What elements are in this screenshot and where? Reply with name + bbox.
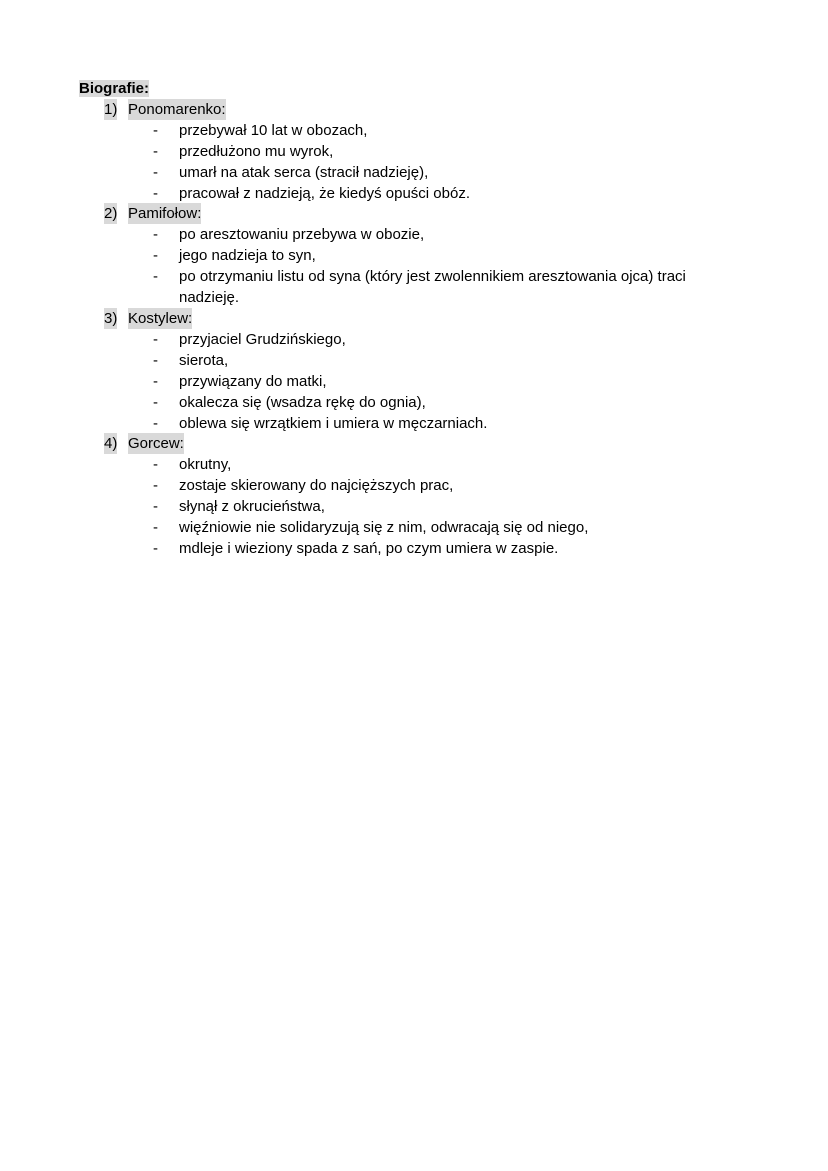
- list-item: [0, 266, 699, 308]
- list-item-text: słynął z okrucieństwa,: [179, 498, 325, 515]
- bullet-dash: -: [153, 477, 158, 494]
- bullet-dash: -: [153, 226, 158, 243]
- list-item: [0, 496, 699, 517]
- list-item-text: przyjaciel Grudzińskiego,: [179, 331, 346, 348]
- section-item-list: [0, 224, 828, 308]
- list-item-text: po otrzymaniu listu od syna (który jest zwolennikiem aresztowania ojca) traci nadzieję.: [179, 268, 686, 306]
- bullet-dash: -: [153, 456, 158, 473]
- section-heading: [0, 433, 828, 454]
- section-number: 3): [104, 310, 118, 327]
- list-item-text: mdleje i wieziony spada z sań, po czym umiera w zaspie.: [179, 540, 559, 557]
- bullet-dash: -: [153, 143, 158, 160]
- list-item: [0, 224, 699, 245]
- document-title-text: Biografie:: [79, 80, 150, 97]
- list-item: [0, 120, 699, 141]
- bullet-dash: -: [153, 394, 158, 411]
- list-item-text: umarł na atak serca (stracił nadzieję),: [179, 164, 429, 181]
- section-kostylew: [0, 308, 828, 434]
- list-item-text: przedłużono mu wyrok,: [179, 143, 334, 160]
- section-number: 1): [104, 101, 118, 118]
- list-item-text: sierota,: [179, 352, 229, 369]
- bullet-dash: -: [153, 373, 158, 390]
- list-item-text: więźniowie nie solidaryzują się z nim, odwracają się od niego,: [179, 519, 589, 536]
- bullet-dash: -: [153, 519, 158, 536]
- list-item: [0, 245, 699, 266]
- section-name: Kostylew:: [128, 310, 193, 327]
- list-item: [0, 350, 699, 371]
- section-item-list: [0, 329, 828, 434]
- section-ponomarenko: [0, 99, 828, 204]
- bullet-dash: -: [153, 122, 158, 139]
- list-item: [0, 392, 699, 413]
- list-item: [0, 454, 699, 475]
- list-item-text: przywiązany do matki,: [179, 373, 327, 390]
- list-item-text: okrutny,: [179, 456, 232, 473]
- document-title: [79, 80, 149, 98]
- bullet-dash: -: [153, 247, 158, 264]
- bullet-dash: -: [153, 498, 158, 515]
- list-item-text: oblewa się wrzątkiem i umiera w męczarniach.: [179, 415, 488, 432]
- section-gorcew: [0, 433, 828, 559]
- section-heading: [0, 203, 828, 224]
- bullet-dash: -: [153, 185, 158, 202]
- section-name: Pamifołow:: [128, 205, 202, 222]
- list-item-text: przebywał 10 lat w obozach,: [179, 122, 368, 139]
- list-item: [0, 162, 699, 183]
- section-name: Ponomarenko:: [128, 101, 226, 118]
- section-name: Gorcew:: [128, 435, 184, 452]
- list-item-text: okalecza się (wsadza rękę do ognia),: [179, 394, 426, 411]
- section-item-list: [0, 454, 828, 559]
- list-item: [0, 183, 699, 204]
- section-number: 2): [104, 205, 118, 222]
- list-item-text: jego nadzieja to syn,: [179, 247, 316, 264]
- section-number: 4): [104, 435, 118, 452]
- list-item: [0, 517, 699, 538]
- section-item-list: [0, 120, 828, 204]
- list-item-text: po aresztowaniu przebywa w obozie,: [179, 226, 425, 243]
- list-item-text: pracował z nadzieją, że kiedyś opuści obóz.: [179, 185, 470, 202]
- list-item: [0, 141, 699, 162]
- list-item: [0, 475, 699, 496]
- list-item: [0, 538, 699, 559]
- list-item: [0, 371, 699, 392]
- list-item: [0, 329, 699, 350]
- section-pamifolow: [0, 203, 828, 308]
- list-item-text: zostaje skierowany do najcięższych prac,: [179, 477, 454, 494]
- bullet-dash: -: [153, 540, 158, 557]
- bullet-dash: -: [153, 415, 158, 432]
- bullet-dash: -: [153, 164, 158, 181]
- bullet-dash: -: [153, 331, 158, 348]
- section-heading: [0, 99, 828, 120]
- bullet-dash: -: [153, 352, 158, 369]
- list-item: [0, 413, 699, 434]
- section-heading: [0, 308, 828, 329]
- bullet-dash: -: [153, 268, 158, 285]
